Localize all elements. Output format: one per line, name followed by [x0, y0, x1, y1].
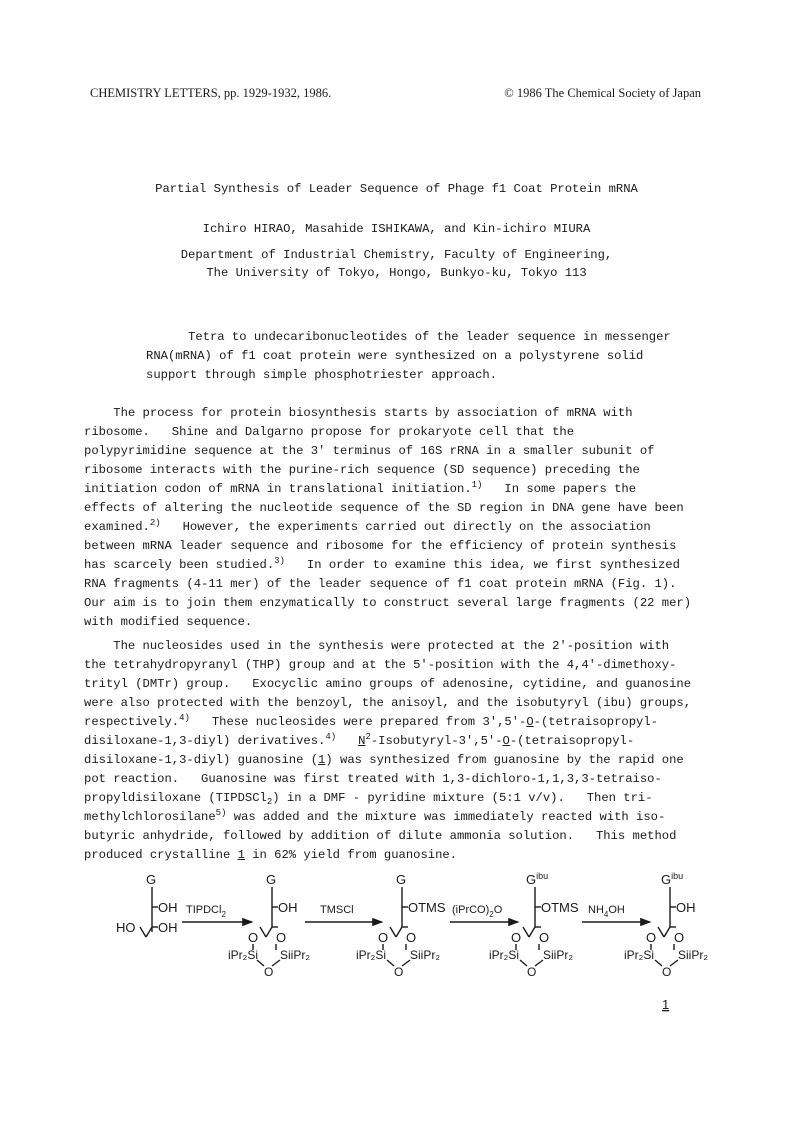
text: respectively.: [84, 715, 180, 729]
citation-ref: 3): [274, 556, 285, 566]
silyl-ether-label: OTMS: [408, 900, 446, 915]
text: -(tetraisopropyl-: [509, 734, 635, 748]
body-line: between mRNA leader sequence and ribosome for the efficiency of protein synthesis: [84, 539, 677, 553]
bond: [260, 927, 266, 937]
body-line: RNA fragments (4-11 mer) of the leader sequence of f1 coat protein mRNA (Fig. 1).: [84, 577, 677, 591]
oxygen-label: O: [264, 965, 274, 979]
text: -(tetraisopropyl-: [533, 715, 658, 729]
oxygen-label: O: [378, 930, 389, 945]
text: -Isobutyryl-3',5'-: [370, 734, 503, 748]
base-label: G: [396, 872, 407, 887]
text: was added and the mixture was immediately reacted with iso-: [226, 810, 666, 824]
text: However, the experiments carried out directly on the association: [160, 520, 651, 534]
body-line: [84, 520, 651, 534]
base-symbol: G: [526, 872, 537, 887]
bond: [390, 927, 396, 937]
text: in 62% yield from guanosine.: [244, 848, 458, 862]
reagent-text: O: [493, 904, 503, 916]
body-line: with modified sequence.: [84, 615, 253, 629]
body-line: ribosome interacts with the purine-rich sequence (SD sequence) preceding the: [84, 463, 640, 477]
bond: [266, 927, 272, 937]
body-line: the tetrahydropyranyl (THP) group and at the 5'-position with the 4,4'-dimethoxy-: [84, 658, 677, 672]
hydroxyl-label: OH: [158, 900, 178, 915]
citation-ref: 4): [179, 713, 190, 723]
body-line: were also protected with the benzoyl, the anisoyl, and the isobutyryl (ibu) groups,: [84, 696, 692, 710]
bond: [655, 960, 662, 966]
bond: [520, 960, 527, 966]
body-line: [84, 715, 658, 729]
oxygen-label: O: [674, 930, 685, 945]
reagent-label: [452, 904, 503, 919]
hydroxyl-label: OH: [278, 900, 298, 915]
body-line: Our aim is to join them enzymatically to construct several large fragments (22 mer): [84, 596, 692, 610]
body-line: [84, 482, 636, 496]
base-label: G: [266, 872, 277, 887]
body-line: effects of altering the nucleotide sequence of the SD region in DNA gene have been: [84, 501, 684, 515]
oxygen-label: O: [406, 930, 417, 945]
base-symbol: G: [661, 872, 672, 887]
body-line: [84, 791, 653, 805]
text: examined.: [84, 520, 150, 534]
reagent-text: (iPrCO): [452, 904, 490, 916]
oxygen-label: O: [527, 965, 537, 979]
compound-number: 1: [662, 997, 670, 1012]
abstract-line: Tetra to undecaribonucleotides of the leader sequence in messenger: [188, 330, 671, 344]
text: In some papers the: [482, 482, 637, 496]
body-line: trityl (DMTr) group. Exocyclic amino groups of adenosine, cytidine, and guanosine: [84, 677, 692, 691]
silyl-label: iPr₂Si: [356, 948, 386, 962]
citation-ref: 4): [325, 732, 337, 742]
text: methylchlorosilane: [84, 810, 216, 824]
silyl-label: iPr₂Si: [489, 948, 519, 962]
reagent-subscript: 2: [489, 910, 494, 919]
body-line: The nucleosides used in the synthesis were protected at the 2'-position with: [84, 639, 670, 653]
text: In order to examine this idea, we first synthesized: [284, 558, 680, 572]
silyl-label: SiiPr₂: [410, 948, 440, 962]
silyl-ether-label: OTMS: [541, 900, 579, 915]
text: produced crystalline: [84, 848, 238, 862]
citation-ref: 5): [215, 808, 227, 818]
protecting-group: ibu: [671, 872, 684, 881]
citation-ref: 2): [149, 518, 161, 528]
reagent-label: [186, 904, 226, 919]
superscript: 2: [365, 732, 371, 742]
body-line: The process for protein biosynthesis starts by association of mRNA with: [84, 406, 633, 420]
text: propyldisiloxane (TIPDSCl: [84, 791, 267, 805]
reagent-text: TIPDCl: [186, 904, 222, 916]
bond: [658, 927, 664, 937]
body-line: pot reaction. Guanosine was first treated with 1,3-dichloro-1,1,3,3-tetraiso-: [84, 772, 662, 786]
bond: [523, 927, 529, 937]
paper-title: Partial Synthesis of Leader Sequence of Phage f1 Coat Protein mRNA: [155, 182, 638, 196]
oxygen-label: O: [646, 930, 657, 945]
hydroxyl-label: OH: [158, 920, 178, 935]
reagent-text: NH: [588, 904, 604, 916]
affiliation-line-1: Department of Industrial Chemistry, Faculty of Engineering,: [180, 248, 613, 262]
copyright-notice: © 1986 The Chemical Society of Japan: [504, 86, 701, 100]
reagent-subscript: 2: [221, 910, 226, 919]
body-line: butyric anhydride, followed by addition of dilute ammonia solution. This method: [84, 829, 677, 843]
italic-o: O: [502, 734, 510, 748]
reagent-text: OH: [608, 904, 625, 916]
hydroxyl-label: OH: [676, 900, 696, 915]
text: ) in a DMF - pyridine mixture (5:1 v/v). Then tri-: [272, 791, 653, 805]
reaction-scheme: [100, 872, 720, 1022]
author-list: Ichiro HIRAO, Masahide ISHIKAWA, and Kin-ichiro MIURA: [202, 222, 591, 236]
bond: [664, 927, 670, 937]
base-label: [526, 872, 548, 887]
reagent-label: TMSCl: [320, 904, 354, 916]
reagent-label: [588, 904, 625, 919]
reagent-subscript: 4: [603, 910, 609, 919]
body-line: [84, 734, 634, 748]
oxygen-label: O: [394, 965, 404, 979]
body-line: [84, 753, 684, 767]
oxygen-label: O: [511, 930, 522, 945]
body-line: polypyrimidine sequence at the 3' terminus of 16S rRNA in a smaller subunit of: [84, 444, 655, 458]
text: These nucleosides were prepared from 3',5'-: [189, 715, 527, 729]
bond: [396, 927, 402, 937]
body-line: [84, 848, 457, 862]
oxygen-label: O: [662, 965, 672, 979]
hydroxyl-label: HO: [116, 920, 136, 935]
oxygen-label: O: [539, 930, 550, 945]
silyl-label: SiiPr₂: [280, 948, 310, 962]
silyl-label: SiiPr₂: [543, 948, 573, 962]
abstract-line: RNA(mRNA) of f1 coat protein were synthesized on a polystyrene solid: [146, 349, 644, 363]
citation-ref: 1): [471, 480, 483, 490]
silyl-label: iPr₂Si: [624, 948, 654, 962]
bond: [146, 927, 152, 937]
base-label: [661, 872, 683, 887]
body-line: [84, 558, 680, 572]
silyl-label: iPr₂Si: [228, 948, 258, 962]
bond: [387, 960, 394, 966]
base-label: G: [146, 872, 157, 887]
oxygen-label: O: [248, 930, 259, 945]
bond: [257, 960, 264, 966]
protecting-group: ibu: [536, 872, 549, 881]
bond: [140, 927, 146, 937]
body-line: [84, 810, 665, 824]
text: ) was synthesized from guanosine by the rapid one: [325, 753, 684, 767]
abstract-line: support through simple phosphotriester approach.: [146, 368, 498, 382]
silyl-label: SiiPr₂: [678, 948, 708, 962]
compound-number: 1: [237, 848, 245, 862]
italic-o: O: [526, 715, 534, 729]
text: has scarcely been studied.: [84, 558, 275, 572]
text: disiloxane-1,3-diyl) derivatives.: [84, 734, 326, 748]
oxygen-label: O: [276, 930, 287, 945]
body-line: ribosome. Shine and Dalgarno propose for prokaryote cell that the: [84, 425, 575, 439]
compound-number: 1: [318, 753, 326, 767]
text: disiloxane-1,3-diyl) guanosine (: [84, 753, 319, 767]
bond: [529, 927, 535, 937]
subscript: 2: [266, 797, 273, 807]
affiliation-line-2: The University of Tokyo, Hongo, Bunkyo-ku, Tokyo 113: [206, 266, 587, 280]
journal-citation: CHEMISTRY LETTERS, pp. 1929-1932, 1986.: [90, 86, 332, 100]
text: initiation codon of mRNA in translational initiation.: [84, 482, 472, 496]
italic-n: N: [358, 734, 366, 748]
